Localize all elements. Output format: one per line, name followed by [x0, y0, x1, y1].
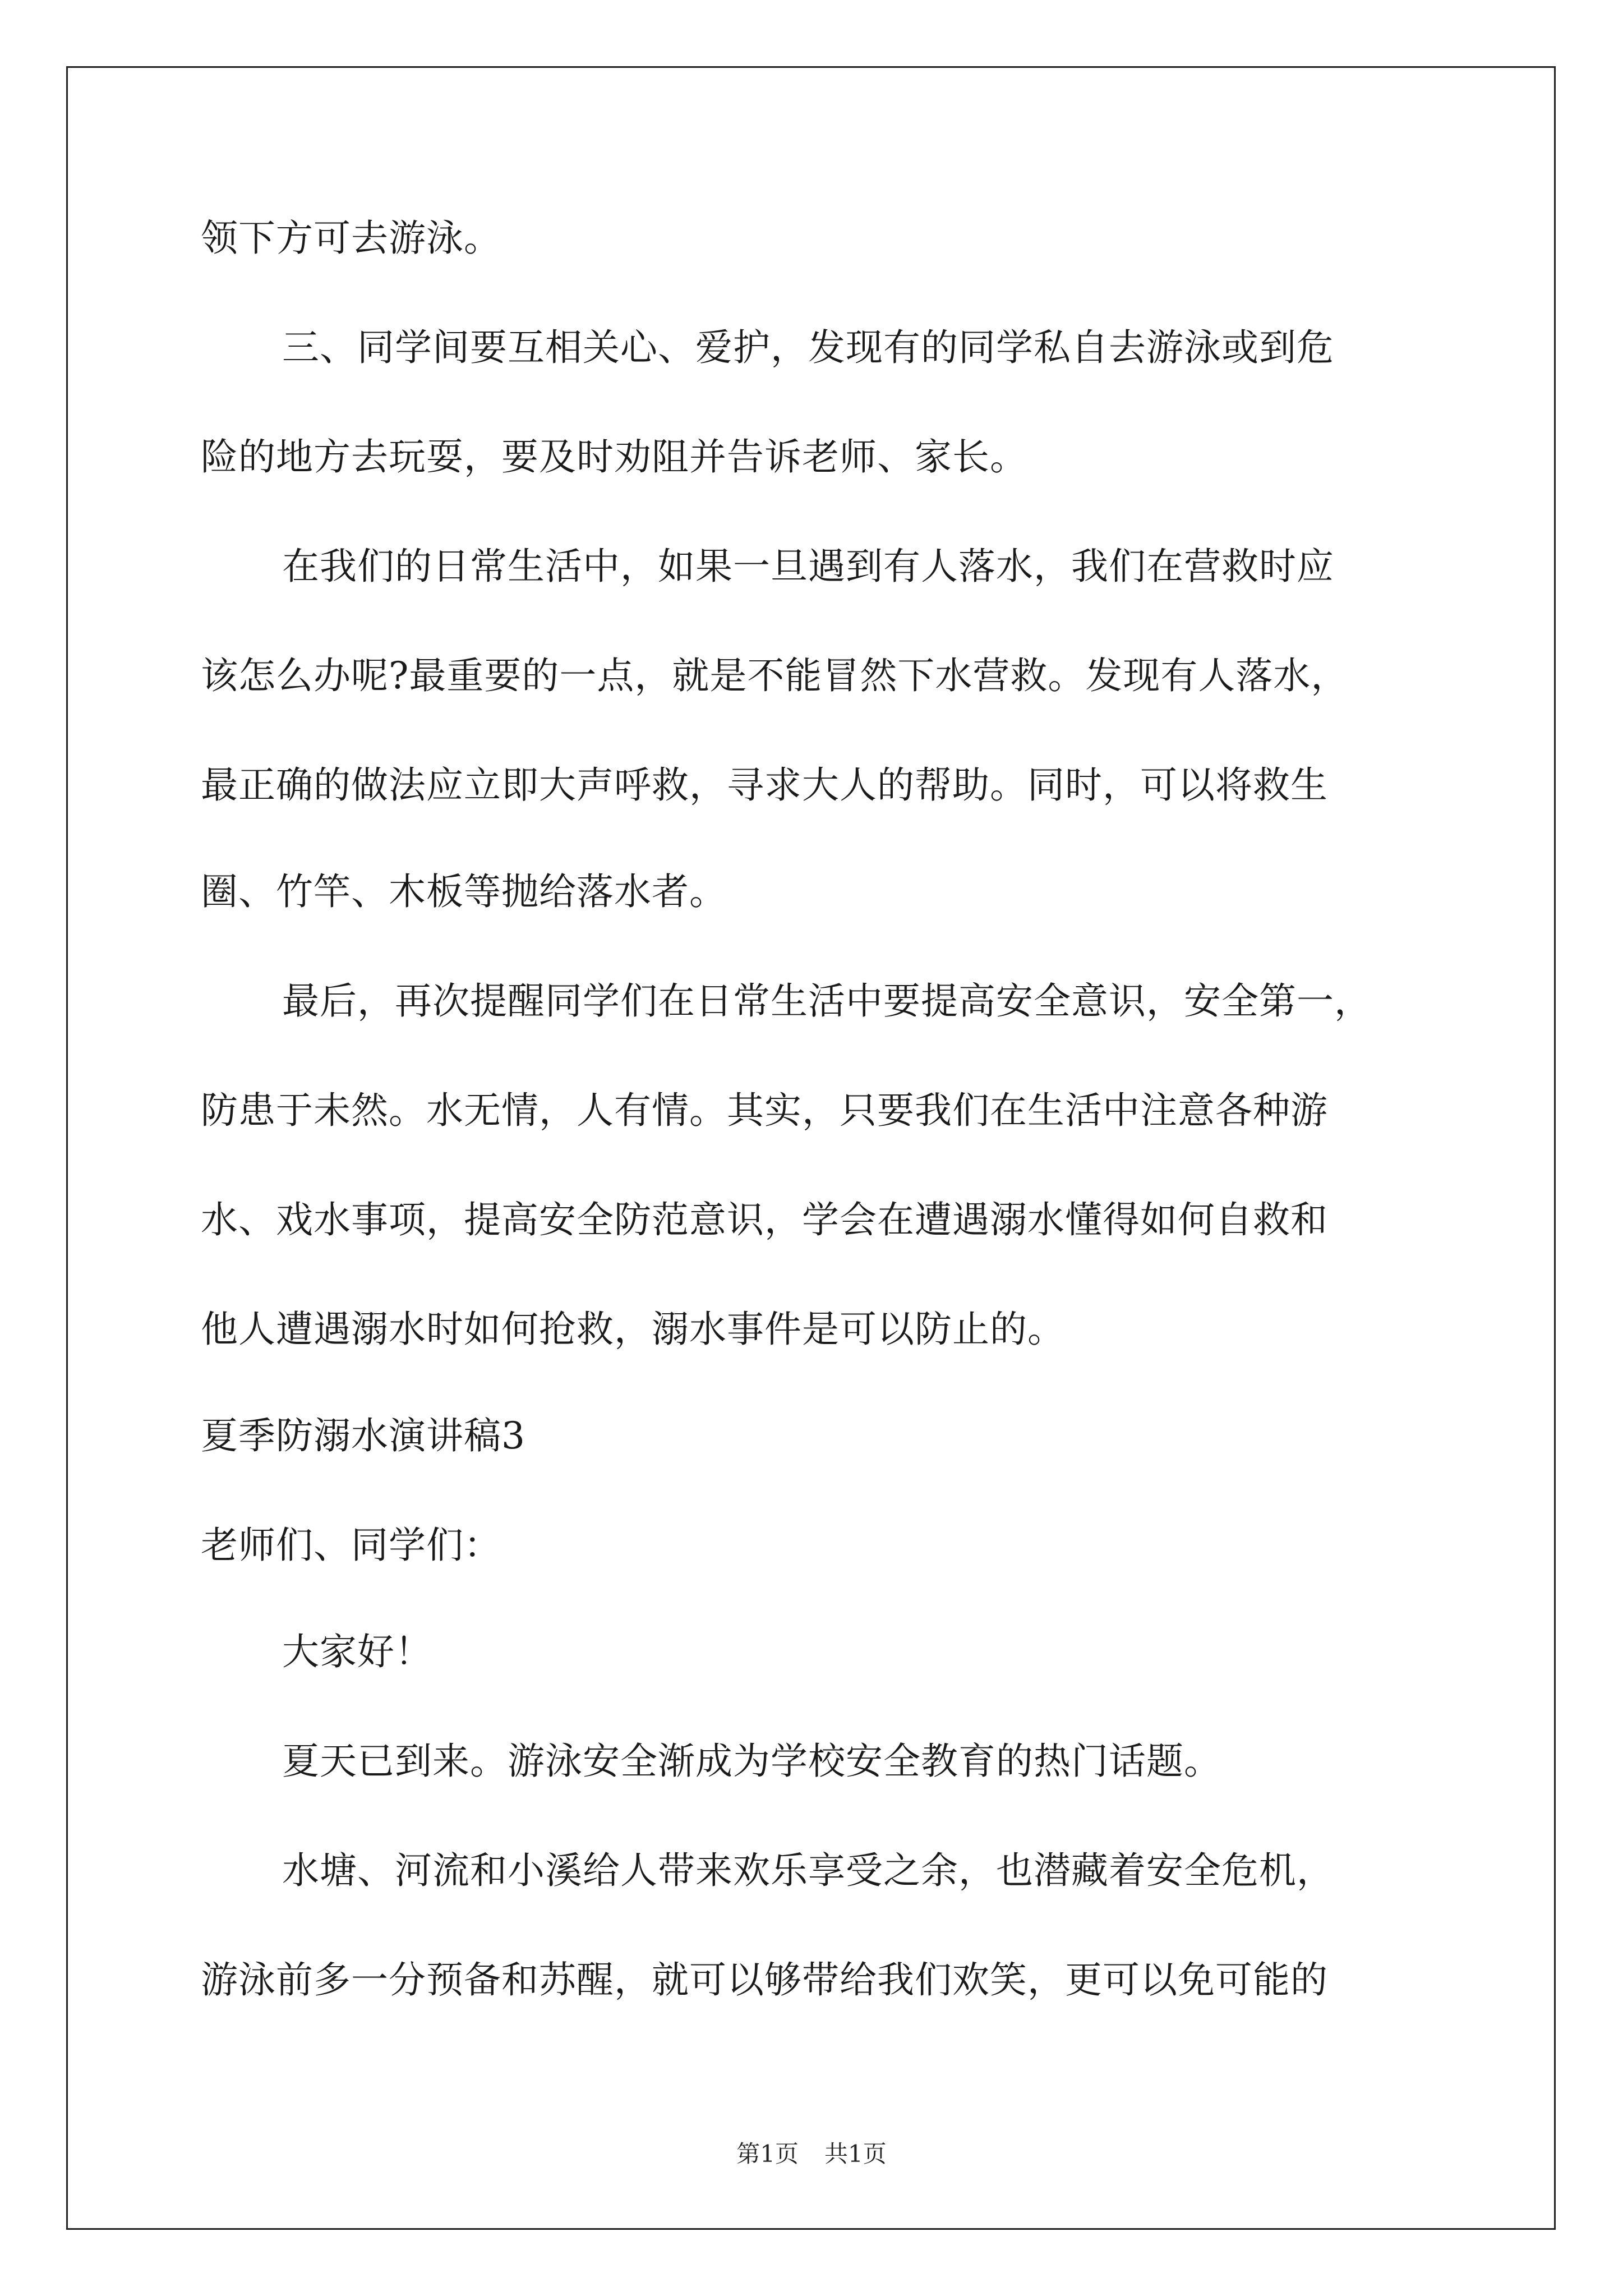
text-line: 三、同学间要互相关心、爱护，发现有的同学私自去游泳或到危: [282, 326, 1334, 369]
text-line: 险的地方去玩耍，要及时劝阻并告诉老师、家长。: [201, 435, 1027, 478]
text-line: 水、戏水事项，提高安全防范意识，学会在遭遇溺水懂得如何自救和: [201, 1198, 1328, 1241]
section-title: 夏季防溺水演讲稿3: [201, 1414, 525, 1457]
text-line: 最正确的做法应立即大声呼救，寻求大人的帮助。同时，可以将救生: [201, 763, 1328, 807]
text-line: 游泳前多一分预备和苏醒，就可以够带给我们欢笑，更可以免可能的: [201, 1958, 1328, 2001]
page-number-current: 第1页: [736, 2140, 799, 2168]
text-line: 领下方可去游泳。: [201, 217, 501, 260]
page-footer: [0, 2140, 1623, 2168]
text-line: 最后，再次提醒同学们在日常生活中要提高安全意识，安全第一，: [282, 979, 1372, 1023]
text-line: 他人遭遇溺水时如何抢救，溺水事件是可以防止的。: [201, 1308, 1065, 1351]
text-line: 防患于未然。水无情，人有情。其实，只要我们在生活中注意各种游: [201, 1089, 1328, 1132]
text-line: 圈、竹竿、木板等抛给落水者。: [201, 870, 727, 913]
text-line: 水塘、河流和小溪给人带来欢乐享受之余，也潜藏着安全危机，: [282, 1849, 1334, 1892]
text-line: 夏天已到来。游泳安全渐成为学校安全教育的热门话题。: [282, 1740, 1221, 1783]
text-line: 该怎么办呢?最重要的一点，就是不能冒然下水营救。发现有人落水，: [201, 654, 1349, 697]
greeting: 大家好！: [282, 1630, 432, 1673]
page-border: [66, 66, 1556, 2230]
salutation: 老师们、同学们：: [201, 1524, 501, 1567]
text-line: 在我们的日常生活中，如果一旦遇到有人落水，我们在营救时应: [282, 545, 1334, 588]
page-number-total: 共1页: [824, 2140, 887, 2168]
